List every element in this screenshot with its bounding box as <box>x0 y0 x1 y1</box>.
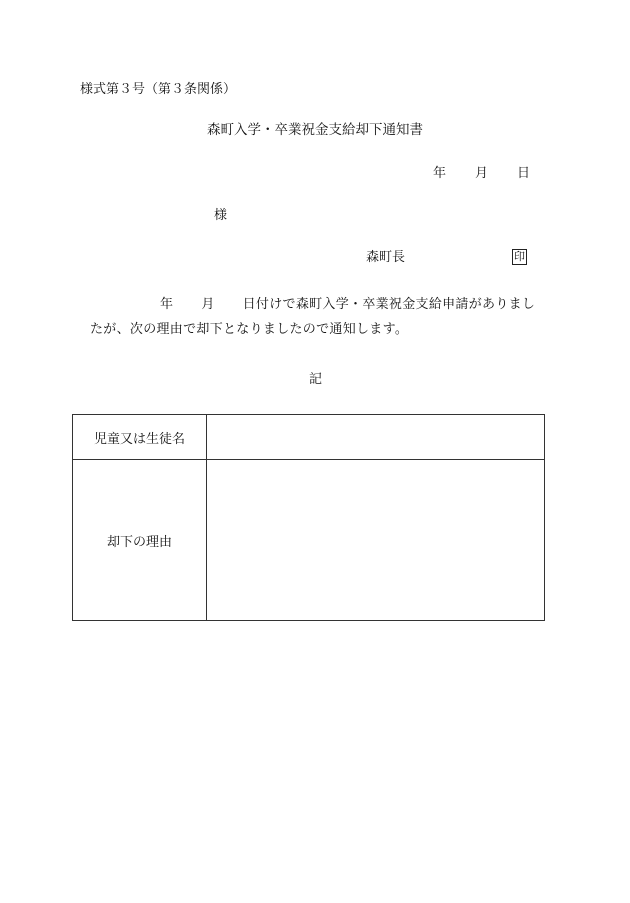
document-title: 森町入学・卒業祝金支給却下通知書 <box>207 122 423 138</box>
form-number: 様式第３号（第３条関係） <box>80 82 237 97</box>
date-year-label: 年 <box>433 166 447 181</box>
rejection-reason-field <box>207 460 545 621</box>
body-line-1 <box>160 298 535 311</box>
ki-heading: 記 <box>309 372 323 387</box>
body-line-1-text: 日付けで森町入学・卒業祝金支給申請がありまし <box>242 297 536 312</box>
body-month-label: 月 <box>201 297 215 312</box>
date-day-label: 日 <box>517 166 531 181</box>
detail-table <box>72 414 545 621</box>
recipient-suffix: 様 <box>214 208 228 223</box>
seal-mark: 印 <box>514 250 525 263</box>
issuer-name: 森町長 <box>366 250 406 265</box>
date-month-label: 月 <box>475 166 489 181</box>
table-row <box>73 460 545 621</box>
body-year-label: 年 <box>160 297 174 312</box>
student-name-field <box>207 415 545 460</box>
issue-date <box>433 167 530 180</box>
student-name-label: 児童又は生徒名 <box>73 415 207 460</box>
rejection-reason-label: 却下の理由 <box>73 460 207 621</box>
body-line-2: たが、次の理由で却下となりましたので通知します。 <box>90 322 409 337</box>
table-row <box>73 415 545 460</box>
